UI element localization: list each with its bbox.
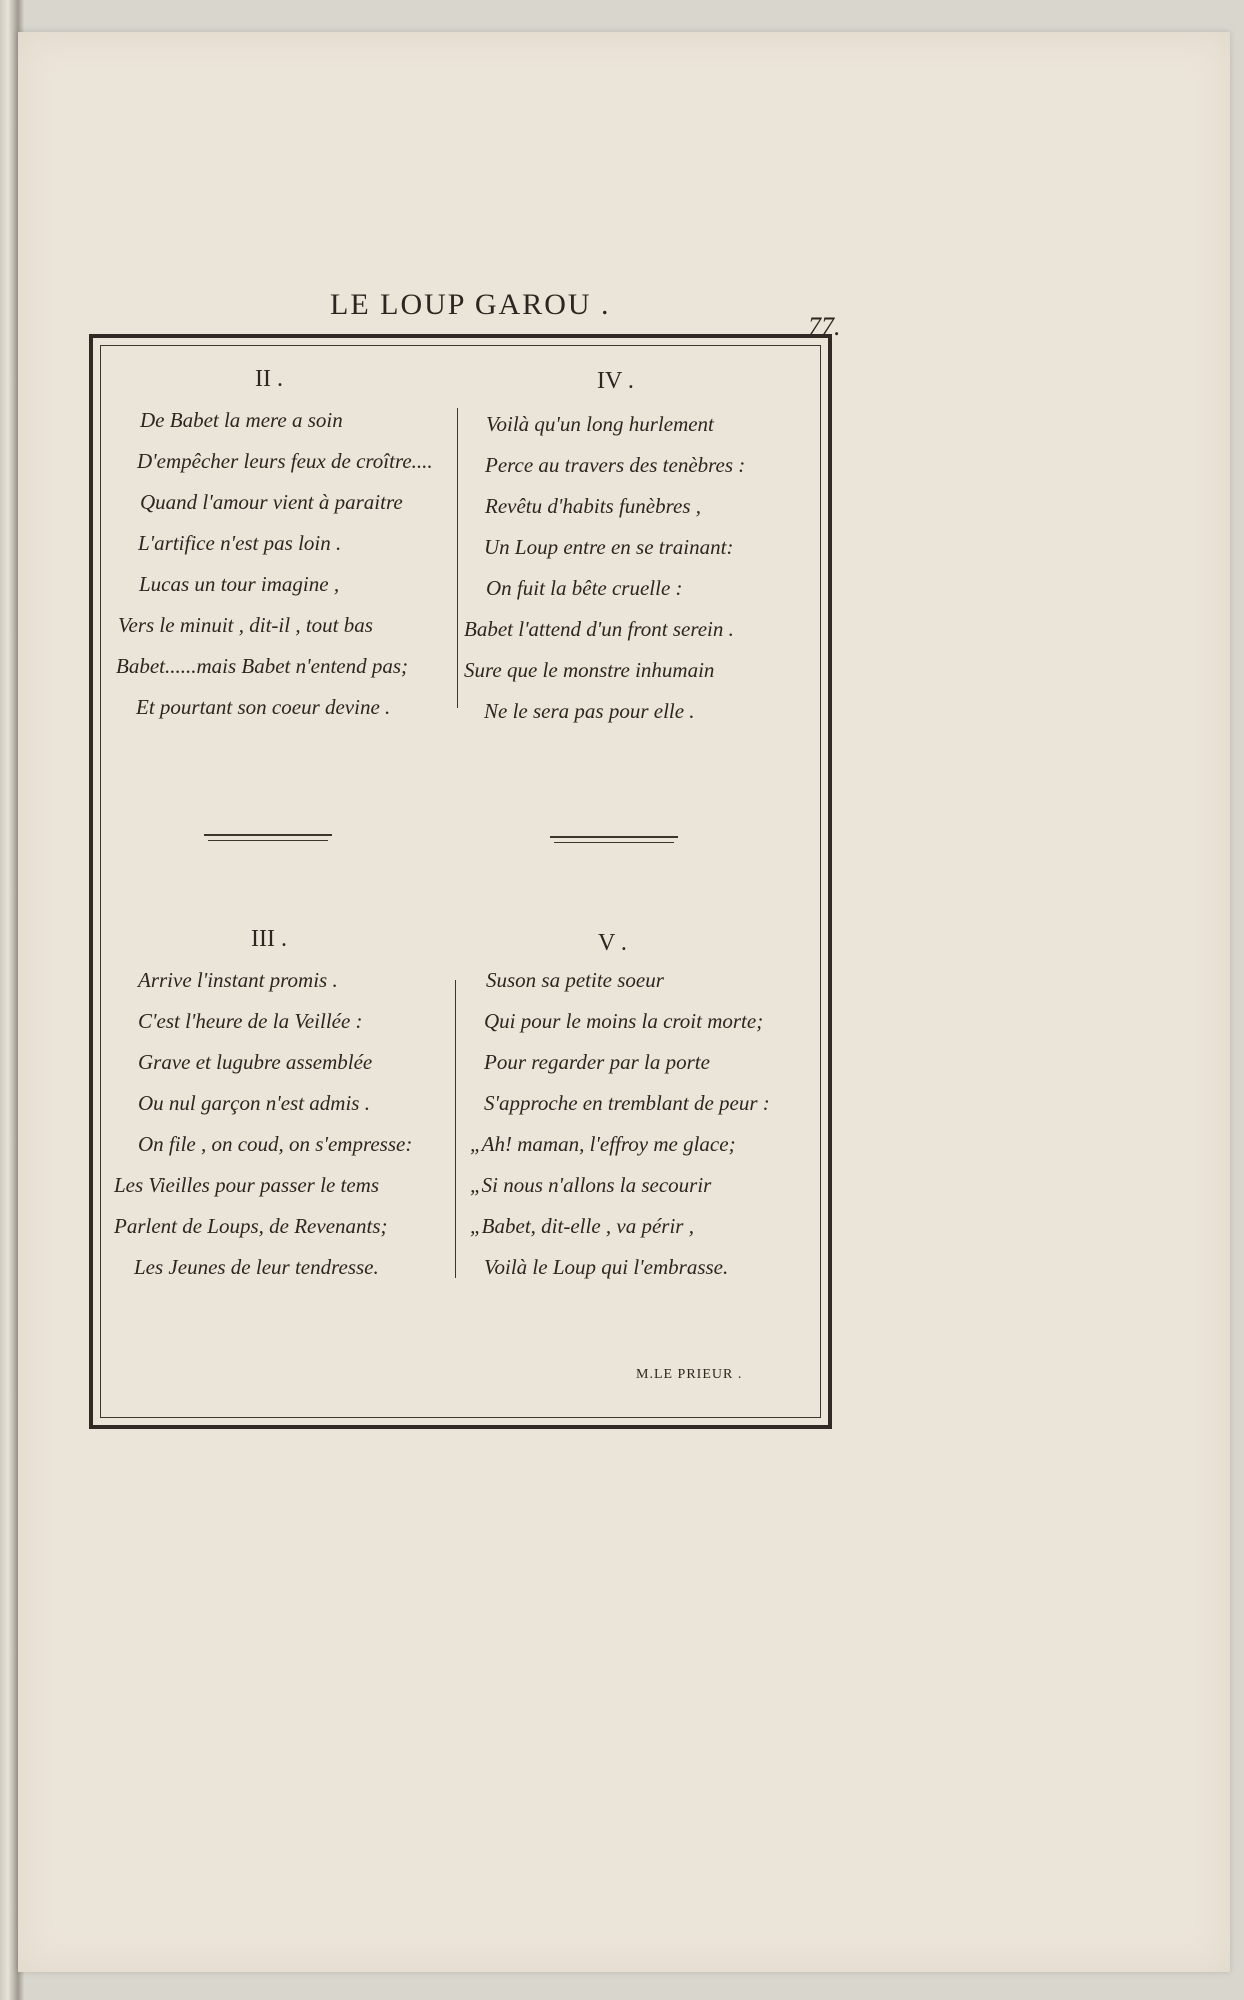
ornamental-rule xyxy=(550,836,678,838)
verse-line: „Babet, dit-elle , va périr , xyxy=(470,1214,694,1238)
verse-line: Arrive l'instant promis . xyxy=(138,968,338,992)
verse-line: On file , on coud, on s'empresse: xyxy=(138,1132,413,1156)
verse-line: C'est l'heure de la Veillée : xyxy=(138,1009,363,1033)
verse-line: Voilà qu'un long hurlement xyxy=(486,412,714,436)
verse-line: Parlent de Loups, de Revenants; xyxy=(114,1214,388,1238)
verse-line: Quand l'amour vient à paraitre xyxy=(140,490,403,514)
stanza-numeral: III . xyxy=(251,926,287,952)
verse-line: Voilà le Loup qui l'embrasse. xyxy=(484,1255,729,1279)
verse-line: Suson sa petite soeur xyxy=(486,968,664,992)
author-signature: M.LE PRIEUR . xyxy=(636,1367,743,1382)
verse-line: L'artifice n'est pas loin . xyxy=(138,531,342,555)
verse-line: Les Vieilles pour passer le tems xyxy=(114,1173,380,1197)
verse-line: S'approche en tremblant de peur : xyxy=(484,1091,770,1115)
verse-line: Ou nul garçon n'est admis . xyxy=(138,1091,370,1115)
verse-line: Pour regarder par la porte xyxy=(484,1050,710,1074)
verse-line: Les Jeunes de leur tendresse. xyxy=(134,1255,379,1279)
verse-line: Vers le minuit , dit-il , tout bas xyxy=(118,613,373,637)
stanza-numeral: IV . xyxy=(597,368,634,394)
verse-line: Un Loup entre en se trainant: xyxy=(484,535,734,559)
column-divider xyxy=(455,980,456,1278)
verse-line: Lucas un tour imagine , xyxy=(139,572,340,596)
verse-line: Babet l'attend d'un front serein . xyxy=(464,617,734,641)
verse-line: Babet......mais Babet n'entend pas; xyxy=(116,654,409,678)
verse-line: Grave et lugubre assemblée xyxy=(138,1050,373,1074)
column-divider xyxy=(457,408,458,708)
verse-line: D'empêcher leurs feux de croître.... xyxy=(137,449,433,473)
verse-line: Et pourtant son coeur devine . xyxy=(136,695,391,719)
ornamental-rule-thin xyxy=(208,840,328,841)
verse-line: On fuit la bête cruelle : xyxy=(486,576,683,600)
verse-line: „Ah! maman, l'effroy me glace; xyxy=(470,1132,736,1156)
verse-line: Perce au travers des tenèbres : xyxy=(485,453,746,477)
verse-line: Sure que le monstre inhumain xyxy=(464,658,715,682)
page-number: 77. xyxy=(808,312,841,341)
page-title: LE LOUP GAROU . xyxy=(330,288,611,321)
verse-line: „Si nous n'allons la secourir xyxy=(470,1173,712,1197)
verse-line: Revêtu d'habits funèbres , xyxy=(485,494,701,518)
verse-line: Ne le sera pas pour elle . xyxy=(484,699,695,723)
ornamental-rule-thin xyxy=(554,842,674,843)
stanza-numeral: II . xyxy=(255,366,283,392)
verse-line: De Babet la mere a soin xyxy=(140,408,343,432)
ornamental-rule xyxy=(204,834,332,836)
stanza-numeral: V . xyxy=(598,930,627,956)
verse-line: Qui pour le moins la croit morte; xyxy=(484,1009,764,1033)
